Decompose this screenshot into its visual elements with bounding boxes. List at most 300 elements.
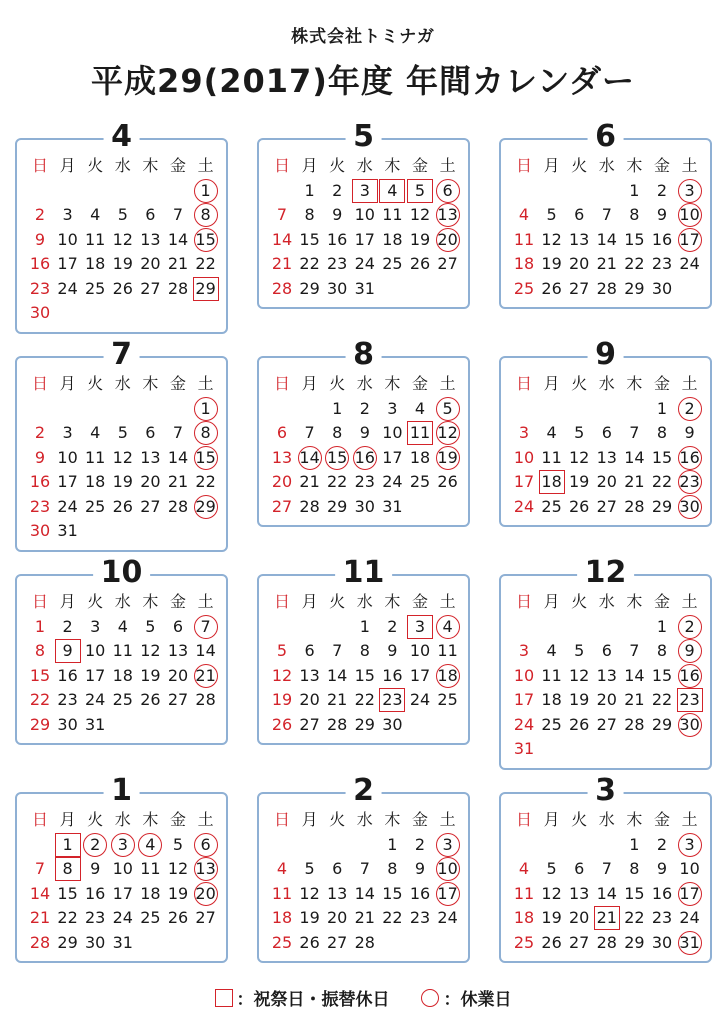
day-cell: 22 [624, 908, 645, 927]
day-cell: 13 [569, 883, 590, 903]
day-cell: 27 [437, 254, 458, 273]
weekday-header: 日 [515, 156, 532, 175]
day-cell: 10 [354, 205, 375, 224]
day-cell: 11 [541, 665, 562, 685]
day-cell: 23 [57, 690, 78, 709]
month-8 [257, 337, 470, 527]
day-cell: 21 [29, 908, 51, 927]
day-cell: 21 [624, 472, 645, 491]
day-cell: 28 [167, 496, 189, 516]
weekday-header: 月 [301, 156, 318, 175]
weekday-header: 水 [356, 592, 373, 611]
day-cell: 6 [601, 641, 612, 660]
day-cell: 23 [651, 254, 673, 273]
day-cell: 15 [624, 229, 645, 249]
day-cell: 5 [276, 641, 288, 660]
day-cell: 8 [656, 423, 668, 442]
day-cell: 28 [327, 714, 348, 734]
day-cell: 18 [85, 472, 106, 491]
day-cell: 25 [85, 496, 106, 516]
day-cell: 14 [596, 229, 617, 249]
day-cell: 21 [624, 690, 645, 709]
day-cell: 24 [513, 714, 535, 734]
day-cell: 3 [62, 205, 73, 224]
weekday-header: 金 [411, 810, 428, 829]
weekday-header: 水 [598, 592, 615, 611]
weekday-header: 月 [59, 592, 76, 611]
day-cell: 11 [85, 229, 106, 249]
day-cell: 4 [518, 205, 530, 224]
day-cell: 7 [629, 641, 640, 660]
weekday-header: 水 [598, 810, 615, 829]
day-cell: 8 [656, 641, 668, 660]
day-cell: 17 [354, 229, 375, 249]
day-cell: 1 [55, 833, 81, 857]
day-cell: 13 [596, 447, 617, 467]
day-cell: 16 [57, 665, 78, 685]
day-cell: 24 [382, 472, 403, 491]
day-cell: 12 [409, 205, 431, 224]
month-1 [15, 773, 228, 963]
day-cell: 30 [29, 303, 51, 322]
day-cell: 27 [569, 932, 590, 952]
weekday-header: 土 [197, 374, 214, 393]
month-2 [257, 773, 470, 963]
day-cell: 15 [354, 665, 375, 685]
weekday-header: 水 [114, 810, 131, 829]
day-cell: 15 [29, 665, 51, 685]
day-cell: 29 [29, 714, 51, 734]
day-cell: 6 [601, 423, 612, 442]
day-cell: 17 [382, 447, 403, 467]
day-cell: 10 [678, 203, 702, 227]
day-cell: 17 [436, 882, 460, 906]
day-cell: 3 [90, 616, 101, 636]
day-cell: 28 [624, 496, 645, 516]
day-cell: 25 [112, 690, 133, 709]
weekday-header: 土 [681, 592, 698, 611]
day-cell: 12 [541, 883, 562, 903]
day-cell: 16 [678, 664, 702, 688]
day-cell: 24 [85, 690, 106, 709]
day-cell: 23 [677, 688, 703, 712]
day-cell: 19 [299, 908, 320, 927]
month-4 [15, 119, 228, 334]
weekday-header: 火 [87, 810, 104, 829]
month-9 [499, 337, 712, 527]
day-cell: 21 [167, 472, 189, 491]
day-cell: 2 [62, 616, 73, 636]
day-cell: 27 [569, 278, 590, 298]
day-cell: 7 [34, 859, 46, 878]
day-cell: 2 [34, 423, 46, 442]
weekday-header: 木 [142, 156, 159, 175]
day-cell: 17 [678, 228, 702, 252]
day-cell: 7 [304, 423, 315, 442]
weekday-header: 土 [197, 810, 214, 829]
weekday-header: 日 [31, 156, 48, 175]
month-number: 6 [587, 120, 624, 154]
day-cell: 25 [140, 908, 161, 927]
day-cell: 26 [569, 714, 590, 734]
weekday-header: 火 [571, 810, 588, 829]
day-cell: 11 [112, 641, 133, 660]
day-cell: 27 [195, 908, 216, 927]
weekday-header: 水 [356, 810, 373, 829]
company-name: 株式会社トミナガ [291, 27, 435, 47]
day-cell: 9 [34, 229, 46, 249]
weekday-header: 月 [59, 810, 76, 829]
day-cell: 17 [85, 665, 106, 685]
day-cell: 3 [678, 833, 702, 857]
day-cell: 19 [167, 883, 189, 903]
day-cell: 27 [327, 932, 348, 952]
day-cell: 13 [167, 641, 189, 660]
day-cell: 2 [83, 833, 107, 857]
day-cell: 14 [624, 447, 645, 467]
weekday-header: 木 [626, 592, 643, 611]
day-cell: 30 [327, 278, 348, 298]
day-cell: 8 [332, 423, 343, 442]
weekday-header: 火 [571, 156, 588, 175]
weekday-header: 月 [301, 374, 318, 393]
day-cell: 6 [194, 833, 218, 857]
day-cell: 20 [299, 690, 320, 709]
day-cell: 23 [327, 254, 348, 273]
day-cell: 15 [57, 883, 78, 903]
day-cell: 11 [382, 205, 403, 224]
day-cell: 19 [112, 472, 133, 491]
day-cell: 8 [194, 421, 218, 445]
day-cell: 7 [629, 423, 640, 442]
day-cell: 5 [546, 859, 557, 878]
day-cell: 8 [629, 859, 640, 878]
day-cell: 11 [513, 883, 535, 903]
day-cell: 23 [651, 908, 673, 927]
weekday-header: 日 [515, 810, 532, 829]
day-cell: 22 [57, 908, 78, 927]
weekday-header: 木 [384, 810, 401, 829]
day-cell: 26 [409, 254, 431, 273]
legend-holiday-label: ：祝祭日・振替休日 [236, 990, 390, 1010]
day-cell: 9 [90, 859, 101, 878]
day-cell: 26 [271, 714, 293, 734]
day-cell: 3 [352, 179, 378, 203]
day-cell: 12 [112, 229, 133, 249]
day-cell: 14 [624, 665, 645, 685]
day-cell: 15 [651, 665, 673, 685]
day-cell: 16 [409, 883, 431, 903]
day-cell: 25 [513, 932, 535, 952]
day-cell: 12 [436, 421, 460, 445]
month-number: 4 [103, 120, 140, 154]
day-cell: 30 [651, 278, 673, 298]
weekday-header: 土 [439, 374, 456, 393]
day-cell: 25 [85, 278, 106, 298]
day-cell: 10 [382, 423, 403, 442]
day-cell: 14 [29, 883, 51, 903]
day-cell: 19 [569, 472, 590, 491]
day-cell: 8 [359, 641, 370, 660]
weekday-header: 金 [411, 592, 428, 611]
day-cell: 25 [409, 472, 431, 491]
day-cell: 11 [407, 421, 433, 445]
month-6 [499, 119, 712, 309]
day-cell: 31 [354, 278, 375, 298]
day-cell: 4 [436, 615, 460, 639]
day-cell: 24 [57, 278, 78, 298]
weekday-header: 月 [301, 810, 318, 829]
day-cell: 18 [539, 470, 565, 494]
day-cell: 6 [276, 423, 288, 442]
weekday-header: 木 [142, 592, 159, 611]
weekday-header: 水 [598, 156, 615, 175]
day-cell: 19 [409, 229, 431, 249]
day-cell: 5 [117, 205, 128, 224]
day-cell: 30 [354, 496, 375, 516]
day-cell: 14 [298, 446, 322, 470]
weekday-header: 木 [626, 374, 643, 393]
day-cell: 18 [140, 883, 161, 903]
day-cell: 13 [436, 203, 460, 227]
day-cell: 27 [167, 690, 189, 709]
day-cell: 22 [651, 472, 673, 491]
day-cell: 6 [574, 859, 585, 878]
month-number: 10 [93, 556, 151, 590]
day-cell: 27 [299, 714, 320, 734]
day-cell: 21 [194, 664, 218, 688]
day-cell: 20 [569, 908, 590, 927]
day-cell: 5 [304, 859, 315, 878]
weekday-header: 月 [59, 374, 76, 393]
day-cell: 15 [194, 446, 218, 470]
day-cell: 24 [57, 496, 78, 516]
day-cell: 1 [656, 398, 668, 418]
weekday-header: 金 [169, 592, 186, 611]
weekday-header: 火 [329, 374, 346, 393]
day-cell: 11 [513, 229, 535, 249]
day-cell: 29 [651, 496, 673, 516]
day-cell: 20 [194, 882, 218, 906]
day-cell: 7 [359, 859, 370, 878]
day-cell: 16 [29, 254, 51, 273]
day-cell: 29 [57, 932, 78, 952]
day-cell: 3 [678, 179, 702, 203]
day-cell: 14 [354, 883, 375, 903]
day-cell: 29 [299, 278, 320, 298]
day-cell: 5 [145, 616, 156, 636]
day-cell: 16 [327, 229, 348, 249]
day-cell: 26 [437, 472, 458, 491]
weekday-header: 火 [329, 592, 346, 611]
day-cell: 18 [513, 908, 535, 927]
day-cell: 15 [651, 447, 673, 467]
day-cell: 24 [679, 254, 700, 273]
day-cell: 6 [332, 859, 343, 878]
month-12 [499, 555, 712, 770]
day-cell: 23 [409, 908, 431, 927]
day-cell: 5 [117, 423, 128, 442]
day-cell: 25 [513, 278, 535, 298]
day-cell: 9 [414, 859, 426, 878]
weekday-header: 火 [87, 156, 104, 175]
day-cell: 29 [624, 932, 645, 952]
day-cell: 24 [437, 908, 458, 927]
day-cell: 10 [112, 859, 133, 878]
weekday-header: 日 [273, 374, 290, 393]
day-cell: 31 [513, 739, 535, 758]
day-cell: 3 [518, 423, 530, 442]
day-cell: 1 [34, 616, 46, 636]
day-cell: 22 [299, 254, 320, 273]
day-cell: 7 [194, 615, 218, 639]
day-cell: 5 [574, 423, 585, 442]
weekday-header: 木 [626, 156, 643, 175]
month-number: 3 [587, 774, 624, 808]
day-cell: 17 [112, 883, 133, 903]
day-cell: 20 [271, 472, 293, 491]
day-cell: 18 [112, 665, 133, 685]
day-cell: 2 [414, 834, 426, 854]
day-cell: 9 [678, 639, 702, 663]
day-cell: 8 [194, 203, 218, 227]
day-cell: 7 [276, 205, 288, 224]
weekday-header: 水 [356, 156, 373, 175]
day-cell: 31 [382, 496, 403, 516]
day-cell: 22 [624, 254, 645, 273]
day-cell: 4 [546, 641, 557, 660]
day-cell: 9 [359, 423, 370, 442]
day-cell: 9 [55, 639, 81, 663]
weekday-header: 金 [653, 156, 670, 175]
day-cell: 17 [409, 665, 431, 685]
weekday-header: 木 [384, 592, 401, 611]
day-cell: 23 [678, 470, 702, 494]
closed-day-circle-icon [421, 989, 439, 1007]
day-cell: 1 [194, 179, 218, 203]
day-cell: 1 [656, 616, 668, 636]
day-cell: 1 [359, 616, 370, 636]
day-cell: 2 [34, 205, 46, 224]
day-cell: 5 [574, 641, 585, 660]
day-cell: 8 [55, 857, 81, 881]
month-number: 5 [345, 120, 382, 154]
day-cell: 8 [387, 859, 398, 878]
weekday-header: 金 [653, 810, 670, 829]
month-3 [499, 773, 712, 963]
day-cell: 28 [624, 714, 645, 734]
day-cell: 23 [379, 688, 405, 712]
day-cell: 17 [513, 690, 535, 709]
day-cell: 16 [85, 883, 106, 903]
day-cell: 3 [387, 398, 398, 418]
day-cell: 29 [194, 495, 218, 519]
day-cell: 14 [596, 883, 617, 903]
day-cell: 5 [172, 834, 184, 854]
day-cell: 30 [651, 932, 673, 952]
day-cell: 13 [140, 229, 161, 249]
day-cell: 2 [656, 834, 668, 854]
day-cell: 31 [112, 932, 133, 952]
day-cell: 22 [651, 690, 673, 709]
weekday-header: 土 [439, 156, 456, 175]
day-cell: 22 [327, 472, 348, 491]
day-cell: 19 [140, 665, 161, 685]
day-cell: 2 [359, 398, 370, 418]
day-cell: 21 [271, 254, 293, 273]
day-cell: 3 [407, 615, 433, 639]
weekday-header: 土 [439, 592, 456, 611]
day-cell: 15 [325, 446, 349, 470]
holiday-square-icon [215, 989, 233, 1007]
day-cell: 13 [327, 883, 348, 903]
weekday-header: 月 [301, 592, 318, 611]
weekday-header: 日 [273, 592, 290, 611]
day-cell: 1 [629, 180, 640, 200]
page-title: 平成29(2017)年度 年間カレンダー [91, 62, 635, 100]
day-cell: 18 [382, 229, 403, 249]
day-cell: 21 [594, 906, 620, 930]
day-cell: 21 [327, 690, 348, 709]
month-number: 11 [335, 556, 393, 590]
day-cell: 18 [409, 447, 431, 467]
day-cell: 20 [569, 254, 590, 273]
day-cell: 21 [596, 254, 617, 273]
day-cell: 21 [299, 472, 320, 491]
day-cell: 12 [112, 447, 133, 467]
day-cell: 13 [299, 665, 320, 685]
day-cell: 17 [513, 472, 535, 491]
day-cell: 4 [138, 833, 162, 857]
day-cell: 26 [140, 690, 161, 709]
weekday-header: 金 [411, 374, 428, 393]
day-cell: 15 [624, 883, 645, 903]
day-cell: 13 [569, 229, 590, 249]
day-cell: 30 [29, 521, 51, 540]
month-number: 9 [587, 338, 624, 372]
day-cell: 26 [112, 278, 133, 298]
day-cell: 13 [271, 447, 293, 467]
day-cell: 25 [437, 690, 458, 709]
day-cell: 26 [112, 496, 133, 516]
weekday-header: 水 [114, 374, 131, 393]
day-cell: 11 [85, 447, 106, 467]
day-cell: 27 [140, 278, 161, 298]
day-cell: 30 [57, 714, 78, 734]
day-cell: 31 [678, 931, 702, 955]
day-cell: 21 [354, 908, 375, 927]
day-cell: 10 [513, 665, 535, 685]
day-cell: 22 [354, 690, 375, 709]
day-cell: 29 [624, 278, 645, 298]
day-cell: 8 [304, 205, 315, 224]
day-cell: 23 [29, 496, 51, 516]
day-cell: 12 [569, 665, 590, 685]
day-cell: 29 [354, 714, 375, 734]
day-cell: 20 [596, 472, 617, 491]
weekday-header: 日 [31, 592, 48, 611]
day-cell: 31 [85, 714, 106, 734]
weekday-header: 月 [543, 592, 560, 611]
day-cell: 24 [409, 690, 431, 709]
weekday-header: 火 [571, 592, 588, 611]
weekday-header: 火 [87, 592, 104, 611]
day-cell: 29 [651, 714, 673, 734]
day-cell: 17 [57, 472, 78, 491]
weekday-header: 水 [114, 156, 131, 175]
day-cell: 28 [299, 496, 320, 516]
weekday-header: 日 [31, 810, 48, 829]
